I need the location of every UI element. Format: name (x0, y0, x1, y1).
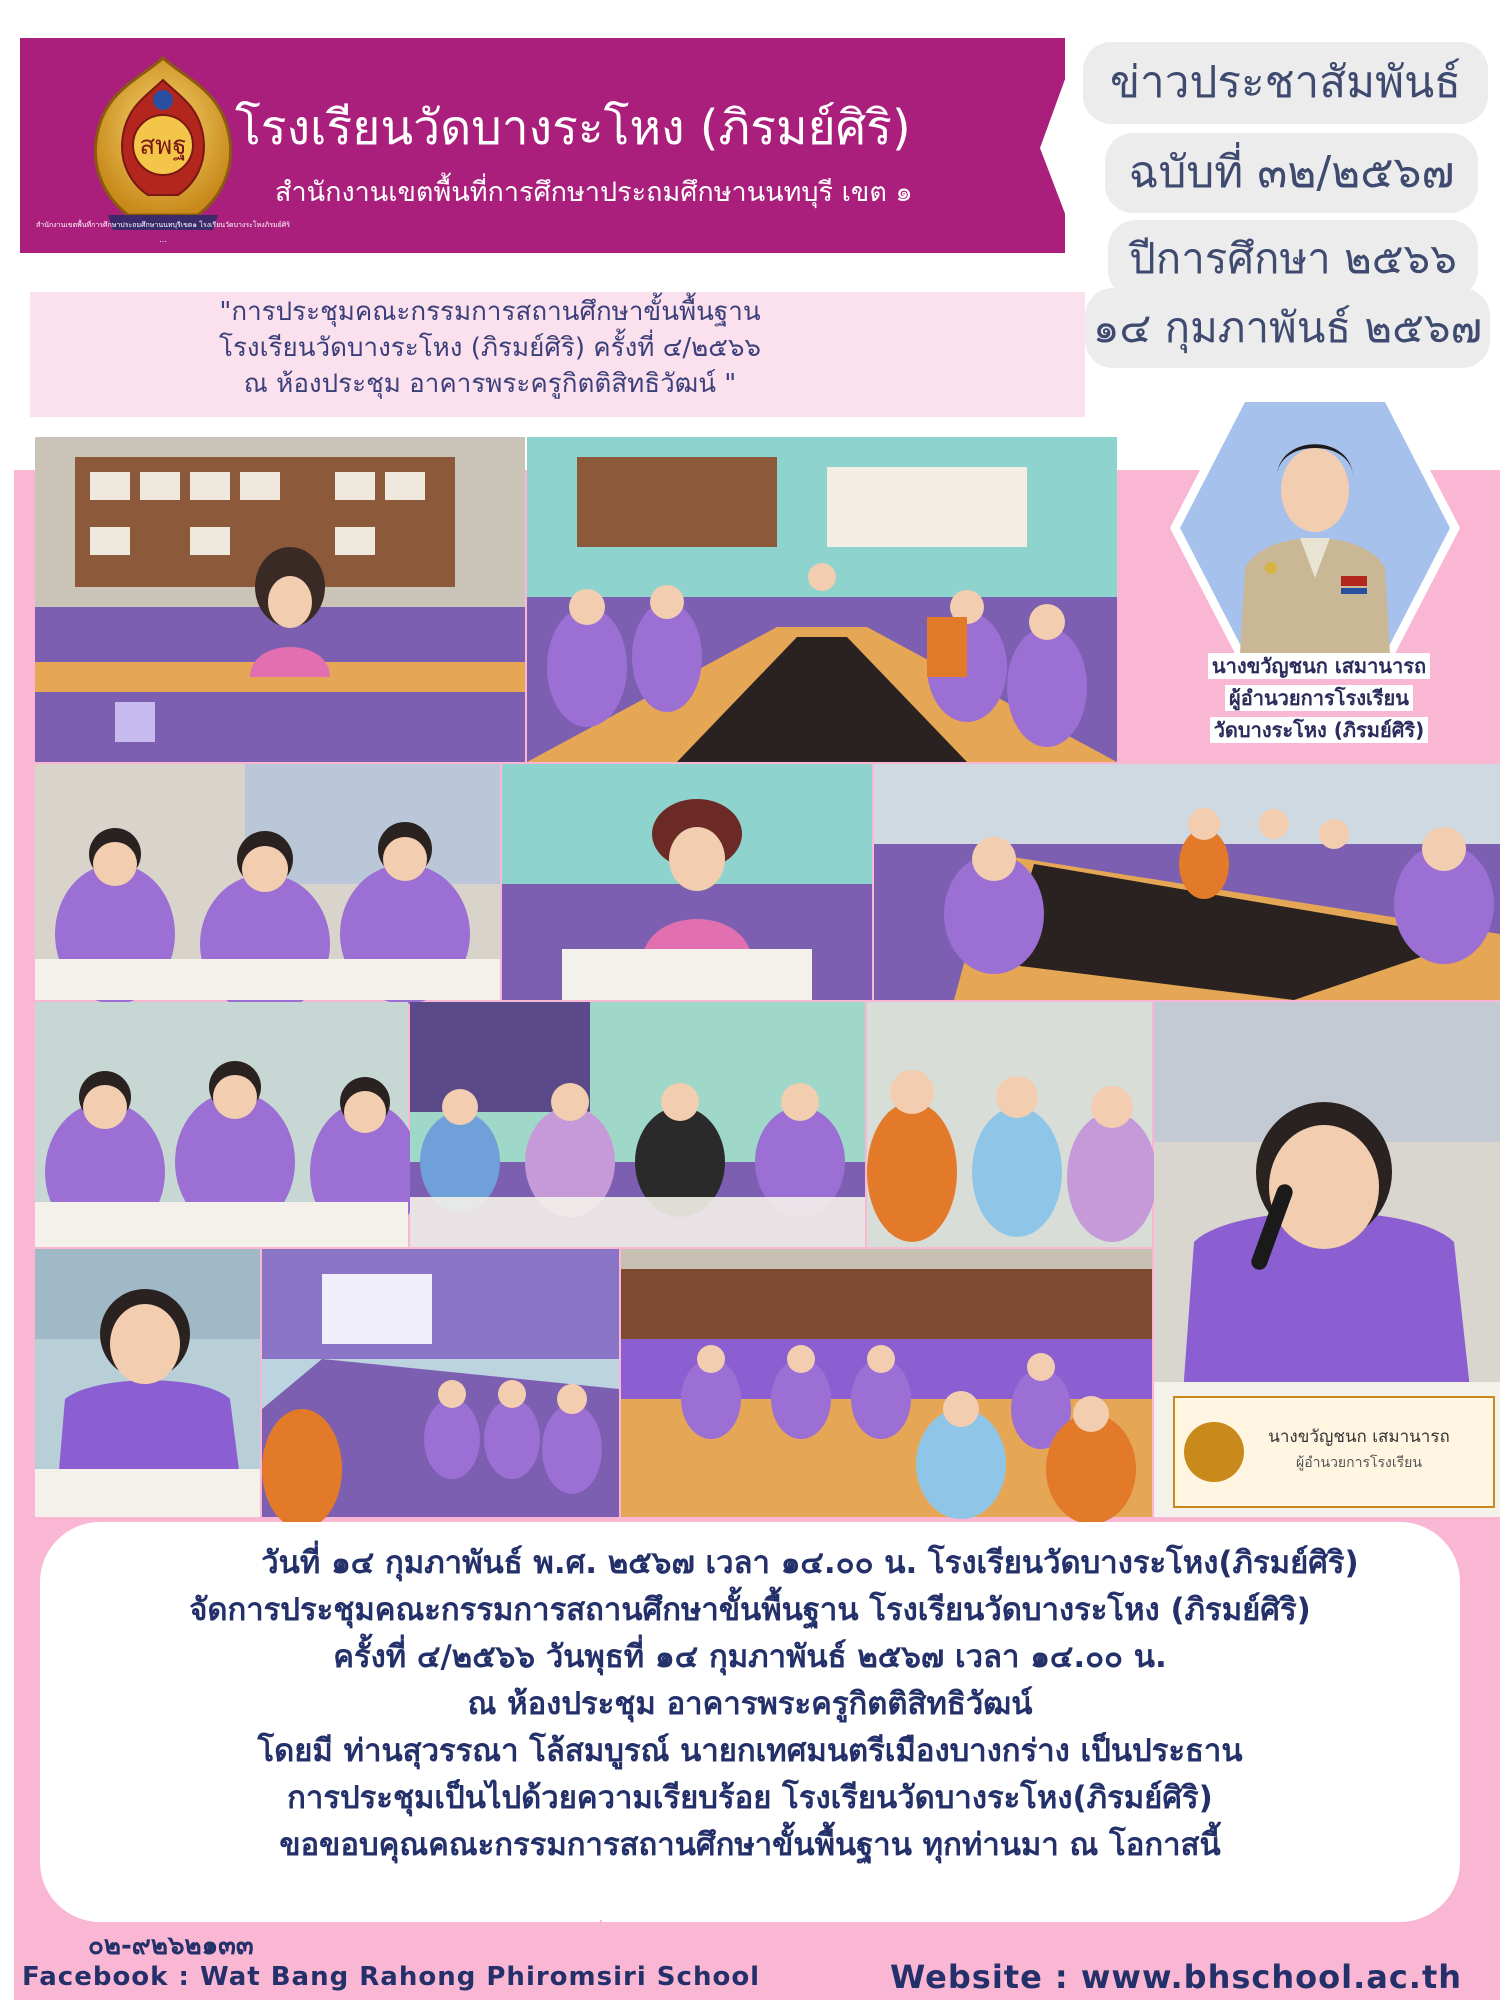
school-logo (36, 50, 290, 250)
logo-text: สำนักงานเขตพื้นที่การศึกษาประถมศึกษานนทบุรีเขต๑ โรงเรียนวัดบางระโหงภิรมย์ศิริ (36, 221, 290, 229)
meeting-photo-9 (1154, 1002, 1500, 1517)
director-photo (1165, 378, 1465, 678)
meeting-photo-10 (35, 1249, 260, 1517)
content-line-1: วันที่ ๑๔ กุมภาพันธ์ พ.ศ. ๒๕๖๗ เวลา ๑๔.๐๐ น. โรงเรียนวัดบางระโหง(ภิรมย์ศิริ) (261, 1545, 1359, 1581)
facebook-link[interactable]: Facebook : Wat Bang Rahong Phiromsiri School (22, 1962, 761, 1992)
meeting-photo-1 (35, 437, 525, 762)
meeting-photo-2 (527, 437, 1117, 762)
headline (30, 292, 950, 402)
issue-badge: ฉบับที่ ๓๒/๒๕๖๗ (1105, 133, 1478, 213)
academic-year-badge: ปีการศึกษา ๒๕๖๖ (1108, 220, 1478, 298)
meeting-photo-6 (35, 1002, 408, 1247)
content-line-6: การประชุมเป็นไปด้วยความเรียบร้อย โรงเรียนวัดบางระโหง(ภิรมย์ศิริ) (287, 1780, 1213, 1816)
education-office-name: สำนักงานเขตพื้นที่การศึกษาประถมศึกษานนทบุรี เขต ๑ (275, 177, 913, 208)
svg-text:สพฐ: สพฐ (139, 131, 187, 161)
website-link[interactable]: Website : www.bhschool.ac.th (890, 1958, 1463, 1996)
meeting-photo-8 (867, 1002, 1152, 1247)
meeting-photo-5 (874, 764, 1500, 1000)
header-band-notch (1040, 38, 1080, 253)
meeting-photo-7 (410, 1002, 865, 1247)
director-position: ผู้อำนวยการโรงเรียน (1225, 685, 1413, 711)
nameplate-title: ผู้อำนวยการโรงเรียน (1296, 1455, 1422, 1471)
headline-line-3: ณ ห้องประชุม อาคารพระครูกิตติสิทธิวัฒน์ " (243, 369, 737, 399)
content-line-4: ณ ห้องประชุม อาคารพระครูกิตติสิทธิวัฒน์ (467, 1686, 1033, 1722)
date-badge: ๑๔ กุมภาพันธ์ ๒๕๖๗ (1085, 288, 1490, 368)
content-line-2: จัดการประชุมคณะกรรมการสถานศึกษาขั้นพื้นฐาน โรงเรียนวัดบางระโหง (ภิรมย์ศิริ) (189, 1592, 1311, 1628)
school-name: โรงเรียนวัดบางระโหง (ภิรมย์ศิริ) (235, 100, 911, 156)
svg-text:…: … (159, 235, 167, 244)
director-caption (1170, 650, 1468, 746)
headline-line-2: โรงเรียนวัดบางระโหง (ภิรมย์ศิริ) ครั้งที่ ๔/๒๕๖๖ (219, 333, 761, 363)
director-name: นางขวัญชนก เสมานารถ (1208, 653, 1430, 679)
meeting-photo-11 (262, 1249, 619, 1517)
meeting-photo-12 (621, 1249, 1152, 1517)
news-content (40, 1540, 1460, 1869)
content-line-3: ครั้งที่ ๔/๒๕๖๖ วันพุธที่ ๑๔ กุมภาพันธ์ ๒๕๖๗ เวลา ๑๔.๐๐ น. (333, 1639, 1167, 1675)
meeting-photo-4 (502, 764, 872, 1000)
headline-line-1: "การประชุมคณะกรรมการสถานศึกษาขั้นพื้นฐาน (219, 297, 761, 327)
content-line-5: โดยมี ท่านสุวรรณา โล้สมบูรณ์ นายกเทศมนตรีเมืองบางกร่าง เป็นประธาน (257, 1733, 1243, 1769)
content-line-7: ขอขอบคุณคณะกรรมการสถานศึกษาขั้นพื้นฐาน ทุกท่านมา ณ โอกาสนี้ (279, 1827, 1221, 1863)
phone-number[interactable]: ๐๒-๙๒๖๒๑๓๓ (88, 1931, 254, 1961)
nameplate-name: นางขวัญชนก เสมานารถ (1268, 1427, 1450, 1447)
meeting-photo-3 (35, 764, 500, 1000)
director-school: วัดบางระโหง (ภิรมย์ศิริ) (1210, 717, 1429, 743)
news-badge: ข่าวประชาสัมพันธ์ (1083, 42, 1488, 124)
